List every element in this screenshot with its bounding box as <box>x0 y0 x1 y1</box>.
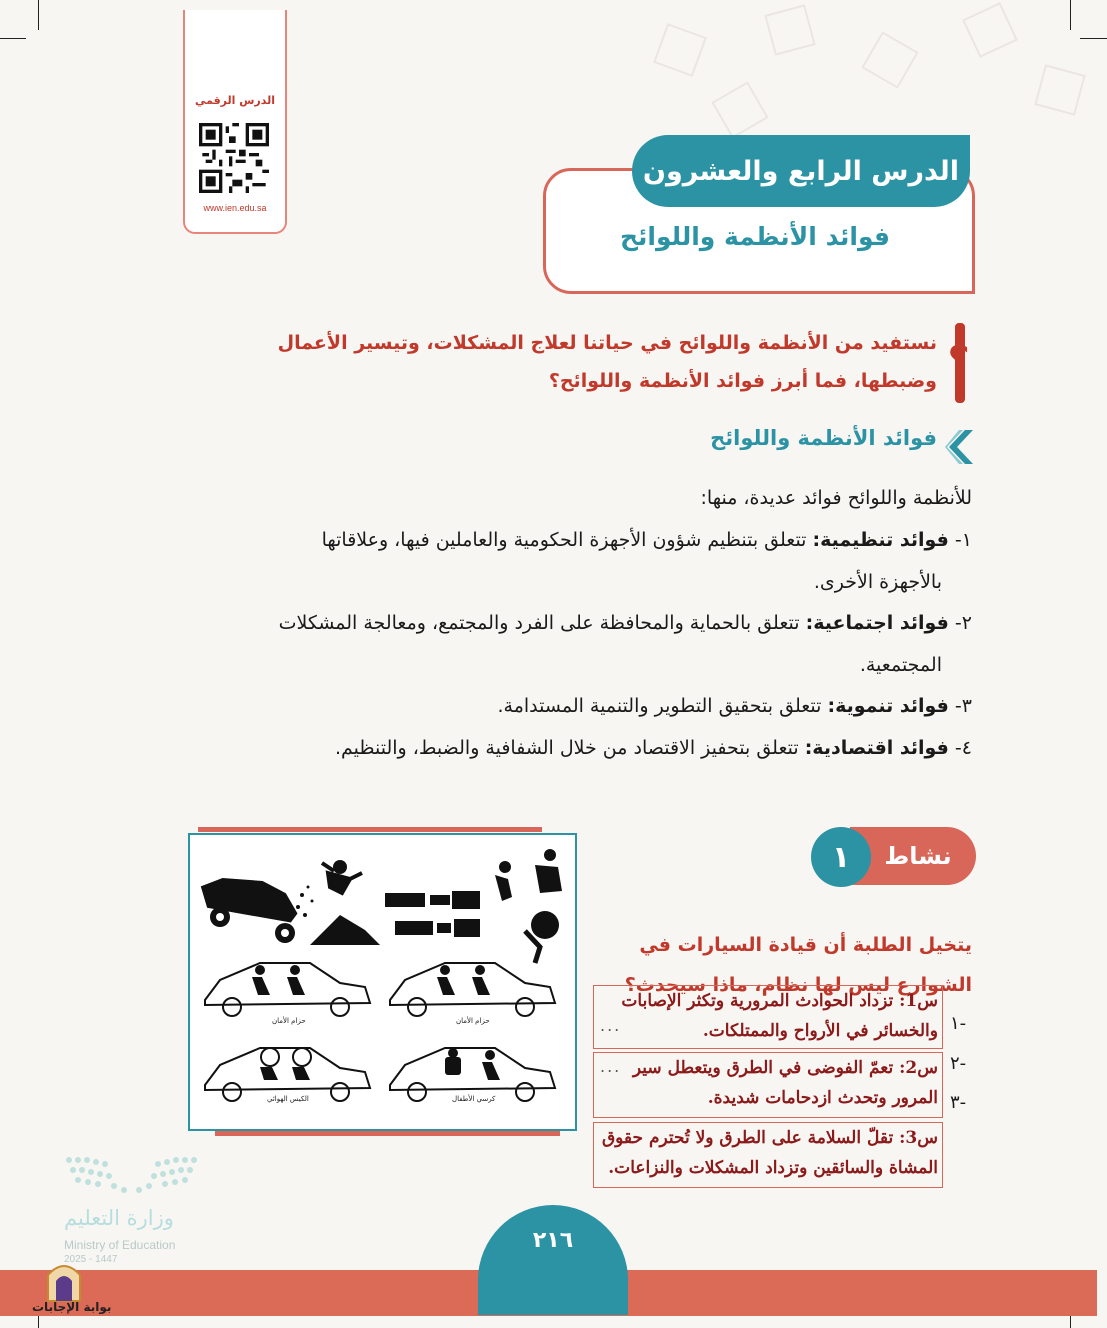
answer-number: ١- <box>950 1013 967 1034</box>
benefit-item <box>279 603 972 643</box>
lesson-url[interactable]: www.ien.edu.sa <box>203 203 267 213</box>
qr-code-icon[interactable] <box>199 123 269 193</box>
item-term: فوائد اجتماعية: <box>805 612 949 634</box>
item-text: تتعلق بتنظيم شؤون الأجهزة الحكومية والعاملين فيها، وعلاقاتها <box>321 529 807 551</box>
illustration-top-rule <box>198 827 542 832</box>
illustration-caption: الكيس الهوائي <box>267 1095 309 1103</box>
item-number: ١- <box>954 529 972 551</box>
item-number: ٤- <box>954 737 972 759</box>
prompt-line: الشوارع ليس لها نظام، ماذا سيحدث؟ <box>624 974 972 996</box>
prompt-line: يتخيل الطلبة أن قيادة السيارات في <box>639 934 972 956</box>
ministry-logo-icon <box>64 1150 199 1200</box>
ministry-name-en: Ministry of Education <box>64 1238 176 1252</box>
section-intro: للأنظمة واللوائح فوائد عديدة، منها: <box>700 487 972 509</box>
activity-number: ١ <box>811 827 871 887</box>
question-line: نستفيد من الأنظمة واللوائح في حياتنا لعلاج المشكلات، وتيسير الأعمال <box>277 332 937 354</box>
chevron-left-icon <box>945 430 975 464</box>
item-term: فوائد تنموية: <box>827 695 949 717</box>
answer-line: المشاة والسائقين وتزداد المشكلات والنزاعات. <box>608 1158 938 1178</box>
seatbelt-buckle-icon <box>385 891 480 937</box>
trim-mark <box>0 38 26 39</box>
answer-line: س2: تعمّ الفوضى في الطرق ويتعطل سير <box>632 1058 938 1078</box>
answer-box[interactable] <box>593 1122 943 1188</box>
question-mark-icon: ؟ <box>948 338 970 385</box>
digital-lesson-card[interactable] <box>183 10 287 234</box>
ministry-name-ar: وزارة التعليم <box>64 1206 174 1230</box>
answer-dots: ... <box>600 1016 622 1035</box>
item-term: فوائد تنظيمية: <box>812 529 949 551</box>
ministry-year: 2025 - 1447 <box>64 1254 118 1265</box>
page-number-tab <box>478 1205 628 1315</box>
activity-label: نشاط <box>850 827 976 885</box>
illustration-caption: حزام الأمان <box>272 1017 306 1025</box>
benefit-item <box>335 728 972 768</box>
answer-number: ٢- <box>950 1053 967 1074</box>
lesson-number-title: الدرس الرابع والعشرون <box>642 155 960 187</box>
trim-mark <box>38 0 39 30</box>
answer-box[interactable] <box>593 985 943 1049</box>
page-number: ٢١٦ <box>532 1228 574 1253</box>
item-number: ٢- <box>954 612 972 634</box>
item-text: تتعلق بالحماية والمحافظة على الفرد والمجتمع، ومعالجة المشكلات <box>278 612 800 634</box>
lesson-number-banner <box>632 135 970 207</box>
digital-lesson-label: الدرس الرقمي <box>194 94 276 107</box>
item-term: فوائد اقتصادية: <box>804 737 949 759</box>
answer-box[interactable] <box>593 1052 943 1118</box>
question-line: وضبطها، فما أبرز فوائد الأنظمة واللوائح؟ <box>548 370 937 392</box>
car-crash-icon <box>197 860 380 945</box>
answer-number: ٣- <box>950 1092 967 1113</box>
road-safety-illustration <box>188 833 577 1131</box>
lesson-title: فوائد الأنظمة واللوائح <box>619 222 891 251</box>
item-continuation: المجتمعية. <box>859 654 942 676</box>
item-text: تتعلق بتحفيز الاقتصاد من خلال الشفافية والضبط، والتنظيم. <box>335 737 799 759</box>
portal-name[interactable]: بوابة الإجابات <box>32 1300 112 1314</box>
item-continuation: بالأجهزة الأخرى. <box>813 571 942 593</box>
answer-line: المرور وتحدث ازدحامات شديدة. <box>707 1088 938 1108</box>
illustration-caption: حزام الأمان <box>456 1017 490 1025</box>
seatbelt-person-icon <box>495 849 562 963</box>
answer-line: س3: تقلّ السلامة على الطرق ولا تُحترم حقوق <box>601 1128 938 1148</box>
section-heading: فوائد الأنظمة واللوائح <box>710 426 937 450</box>
answer-dots: ... <box>600 1057 622 1076</box>
illustration-bottom-rule <box>215 1131 560 1136</box>
answer-line: والخسائر في الأرواح والممتلكات. <box>702 1021 938 1041</box>
item-number: ٣- <box>954 695 972 717</box>
item-text: تتعلق بتحقيق التطوير والتنمية المستدامة. <box>497 695 822 717</box>
benefit-item <box>322 520 972 560</box>
illustration-svg <box>190 835 575 1129</box>
answer-line: س1: تزداد الحوادث المرورية وتكثر الإصابات <box>621 991 938 1011</box>
illustration-caption: كرسي الأطفال <box>452 1095 496 1103</box>
benefit-item <box>498 686 973 726</box>
portal-logo-icon[interactable] <box>44 1257 84 1303</box>
trim-mark <box>38 1316 39 1328</box>
lesson-question <box>167 324 937 400</box>
